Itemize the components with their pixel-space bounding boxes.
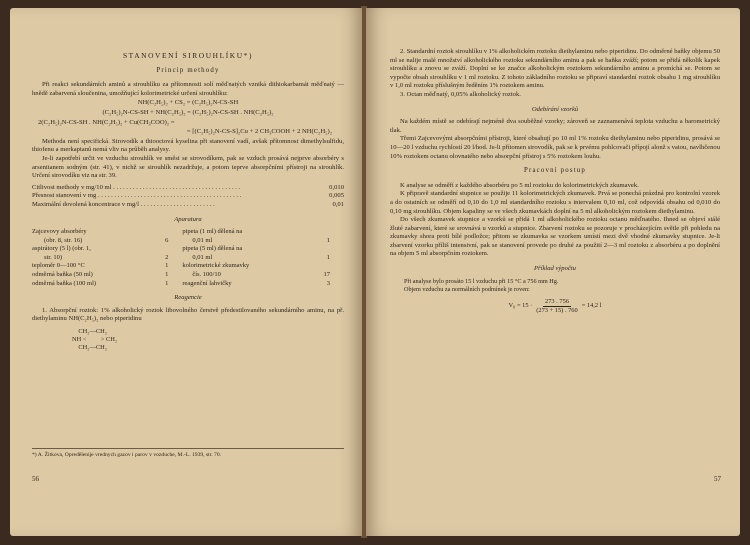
apparatus-count: 1 (165, 262, 169, 270)
apparatus-count (150, 245, 182, 254)
stat-row: Citlivost methody v mg/10 ml . . . . . . . . . . . . . . . . . . . . . . . . . . . . . . . . . . . . . . . 0,010 (32, 183, 344, 191)
apparatus-item: 0,01 ml (192, 253, 213, 261)
apparatus-row (32, 237, 344, 246)
footnote: *) A. Žitkova, Opredělenije vrednych gazov i parov v vozduche, M.-L. 1939, str. 70. (32, 448, 344, 458)
apparatus-row (32, 245, 344, 254)
paragraph-sampling-1: Na každém místě se odebírají nejméně dva souběžné vzorky; zároveň se zaznamenává teplota vzduchu a barometrický tlak. (390, 118, 720, 134)
apparatus-row (32, 228, 344, 237)
heading-example: Příklad výpočtu (534, 265, 576, 273)
stat-row: Maximální dovolená koncentrace v mg/l . . . . . . . . . . . . . . . . . . . . . . . 0,01 (32, 200, 344, 208)
heading-procedure: Pracovní postup (524, 167, 586, 175)
apparatus-row (32, 280, 344, 289)
left-page (10, 8, 362, 536)
apparatus-row (32, 254, 344, 263)
apparatus-item: teploměr 0—100 °C (32, 262, 85, 270)
right-page (366, 8, 740, 536)
apparatus-count (306, 245, 344, 254)
apparatus-count: 17 (323, 271, 330, 279)
apparatus-item: Zajcevovy absorbéry (32, 228, 87, 236)
calc-result: = 14,2 l (581, 302, 602, 310)
apparatus-count: 3 (326, 279, 330, 287)
apparatus-item: pipeta (1 ml) dělená na (182, 228, 243, 236)
section-title: STANOVENÍ SIROUHLÍKU*) (122, 51, 254, 60)
paragraph-copper-acetate: 3. Octan měďnatý, 0,05% alkoholický roztok. (400, 90, 521, 98)
heading-sampling: Odebírání vzorků (531, 105, 579, 113)
page-number: 56 (32, 475, 39, 483)
apparatus-item: kolorimetrické zkumavky (182, 262, 250, 270)
apparatus-item: odměrná baňka (50 ml) (32, 271, 93, 279)
apparatus-count: 1 (326, 236, 330, 244)
calc-numerator: 273 . 756 (543, 298, 571, 308)
paragraph-specificity: Methoda není specifická. Sirovodík a thiooctová kyselina při stanovení vadí, avšak přítomnost dimethylsulfidu, thiofenu a merkaptanů nemá vliv na průběh analysy. (32, 137, 344, 154)
apparatus-count (150, 228, 182, 237)
apparatus-item: str. 10) (44, 253, 63, 261)
page-number: 57 (714, 475, 721, 483)
method-stats (32, 184, 344, 210)
apparatus-item: reagenční lahvičky (182, 279, 232, 287)
apparatus-item: 0,01 ml (192, 236, 213, 244)
piperidine-formula: CH₂—CH₂ NH < > CH₂ CH₂—CH₂ (72, 328, 118, 352)
paragraph-procedure-1: K analyse se odměří z každého absorbéru po 5 ml roztoku do kolorimetrických zkumavek. (400, 181, 639, 189)
equation-2: (C₂H₅)₂N-CS-SH + NH(C₂H₅)₂ = (C₂H₅)₂N-CS-SH . NH(C₂H₅)₂ (102, 108, 274, 116)
paragraph-hydrogen-sulfide: Je-li zapotřebí určit ve vzduchu sirouhlík ve směsi se sirovodíkem, pak se vzduch prosává nejprve absorbéry s arsenitanem sodným (str. 41), v nichž se sirouhlík nezadržuje, a potom teprve absorpčními přístroji na sirouhlík. Určení sirovodíku viz na str. 39. (32, 154, 344, 180)
calc-fraction (536, 298, 577, 316)
paragraph-procedure-3: Do všech zkumavek stupnice a vzorků se přidá 1 ml alkoholického roztoku octanu měďnatého. Ihned se objeví stálé žluté zabarvení, které se srovnává u vzorků a stupnice. Zbarvení roztoku se pozoruje v procházejícím světle při pohledu na zkumavky shora proti bílé podložce; přitom se zkumavka se vzorkem umístí mezi dvě vhodné zkumavky stupnice. Je-li zbarvení vzorku příliš intensivní, pak se stanovení provede po druhé za použití 2—3 ml roztoku z absorbéru a po doplnění na objem 5 ml absorpčním roztokem. (390, 216, 720, 258)
heading-principle: Princip methody (156, 66, 220, 74)
equation-3: 2(C₂H₅)₂N-CS-SH . NH(C₂H₅)₂ + Cu(CH₃COO)₂ = (38, 118, 175, 126)
apparatus-item: pipeta (5 ml) dělená na (182, 245, 243, 253)
calc-left: V₀ = 15 · (508, 302, 533, 310)
apparatus-table (32, 228, 344, 288)
calculation-formula (390, 298, 720, 316)
apparatus-row (32, 262, 344, 271)
apparatus-count: 1 (165, 279, 169, 287)
apparatus-count (306, 262, 344, 271)
apparatus-count: 6 (165, 236, 169, 244)
apparatus-row (32, 271, 344, 280)
apparatus-count: 1 (326, 253, 330, 261)
paragraph-standard-solution: 2. Standardní roztok sirouhlíku v 1% alkoholickém roztoku diethylaminu nebo piperidinu. Do odměrné baňky objemu 50 ml se nalije malé množství alkoholického roztoku sekundárního aminu a pak se baňka zváží; potom se přidá několik kapek sirouhlíku a znovu se zváží. Doplní se ke značce alkoholickým roztokem sekundárního aminu a promíchá se. Potom se vypočte obsah sirouhlíku v 1 ml roztoku. Z tohoto základního roztoku se připraví standardní roztok obsahu 1 mg sirouhlíku v 1,0 ml roztoku příslušným ředěním 1% roztokem aminu. (390, 48, 720, 90)
apparatus-item: aspirátory (5 l) (obr. 1, (32, 245, 91, 253)
calc-denominator: (273 + 15) . 760 (536, 307, 578, 315)
apparatus-count: 2 (165, 253, 169, 261)
apparatus-count (306, 228, 344, 237)
heading-apparatus: Aparatura (174, 215, 202, 223)
example-line-1: Při analyse bylo prosáto 15 l vzduchu při 15 °C a 756 mm Hg. (404, 277, 559, 285)
equation-4: = [(C₂H₅)₂N-CS-S]₂Cu + 2 CH₃COOH + 2 NH(C₂H₅)₂ (186, 128, 332, 136)
apparatus-item: čís. 100/10 (192, 271, 221, 279)
paragraph-principle: Při reakci sekundárních aminů a sirouhlíku za přítomnosti solí měďnatých vzniká dithiokarbamát měďnatý — hnědě zabarvená sloučenina, umožňující kolorimetrické určení sirouhlíku: (32, 81, 344, 97)
apparatus-item: (obr. 8, str. 16) (44, 236, 83, 244)
paragraph-absorption-solution: 1. Absorpční roztok: 1% alkoholický roztok libovolného čerstvě předestilovaného sekundárního aminu, na př. diethylaminu NH(C₂H₅)₂ nebo piperidinu (32, 306, 344, 323)
equation-1: NH(C₂H₅)₂ + CS₂ = (C₂H₅)₂N-CS-SH (137, 99, 239, 107)
paragraph-sampling-2: Třemi Zajcevovými absorpčními přístroji, které obsahují po 10 ml 1% roztoku diethylaminu nebo piperidinu, prosává se 10—20 l vzduchu rychlostí 20 l/hod. Je-li přítomen sirovodík, pak se k prvému pohlcovači přípojí alonž s vatou, navlhčenou 10% roztokem octanu olovnatého nebo absorpční přístroj s 5% roztokem louhu. (390, 135, 720, 160)
stat-row: Přesnost stanovení v mg . . . . . . . . . . . . . . . . . . . . . . . . . . . . . . . . . . . . . . . . . . . . 0,005 (32, 192, 344, 200)
example-line-2: Objem vzduchu za normálních podmínek je roven: (404, 285, 530, 293)
apparatus-count: 1 (165, 271, 169, 279)
heading-reagents: Reagencie (174, 294, 202, 302)
apparatus-item: odměrná baňka (100 ml) (32, 279, 97, 287)
paragraph-procedure-2: K připravě standardní stupnice se použije 11 kolorimetrických zkumavek. Prvá se ponechá prázdná pro kontrolní vzorek a do ostatních se odměří od 0,10 do 1,0 ml standardního roztoku s intervalem 0,10 ml, což odpovídá obsahu od 0,010 do 0,10 mg sirouhlíku. Objem kapaliny se ve všech zkumavkách doplní na 5 ml alkoholickým roztokem diethylaminu. (390, 190, 720, 215)
